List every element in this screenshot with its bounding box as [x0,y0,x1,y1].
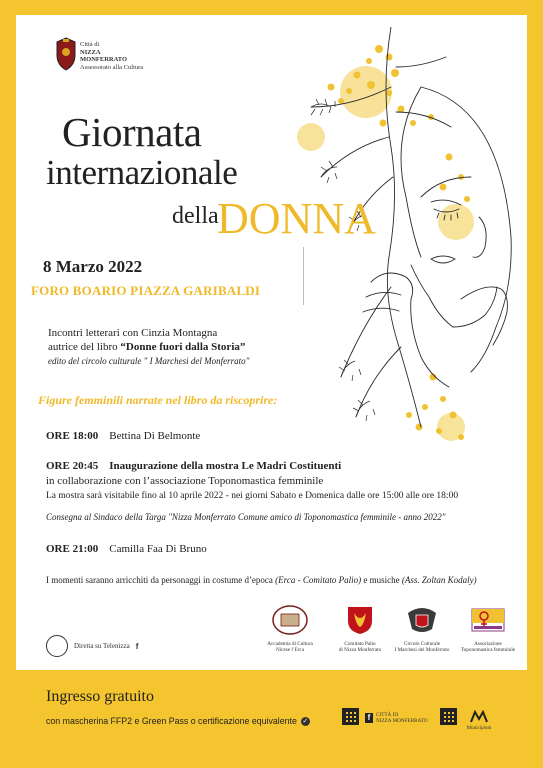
schedule-item-2: ORE 20:45 Inaugurazione della mostra Le Madri Costituenti [46,460,342,472]
schedule-item-2-targa: Consegna al Sindaco della Targa "Nizza Monferrato Comune amico di Toponomastica femminile - anno 2022" [46,512,446,522]
title-line2: internazionale [46,153,238,192]
event-date: 8 Marzo 2022 [43,257,143,276]
partner-marchesi: Circolo Culturale I Marchesi del Monferrato [388,605,456,654]
toponomastica-logo-icon [470,605,506,635]
free-entry-conditions: con mascherina FFP2 e Green Pass o certificazione equivalente ✓ [46,716,309,726]
telenizza-logo-icon [46,635,68,657]
poster-sheet [16,15,527,670]
divider [303,247,304,305]
intro-text: Incontri letterari con Cinzia Montagna autrice del libro “Donne fuori dalla Storia” edito del circolo culturale " I Marchesi del Monferrato" [48,327,250,366]
title-line3a: della [172,203,219,229]
check-icon: ✓ [302,717,309,725]
facebook-icon: f [365,713,373,723]
crest-icon [54,37,78,71]
free-entry-title: Ingresso gratuito [46,688,154,705]
schedule-item-3: ORE 21:00 Camilla Faa Di Bruno [46,543,207,555]
title-donna: DONNA [217,194,376,243]
schedule-item-2-hours: La mostra sarà visitabile fino al 10 aprile 2022 - nei giorni Sabato e Domenica dalle ore 15:00 alle ore 18:00 [46,491,459,501]
palio-logo-icon [342,605,378,635]
partner-palio: Comitato Palio di Nizza Monferrato [326,605,394,654]
partner-toponomastica: Associazione Toponomastica femminile [454,605,522,654]
qr-code-facebook [342,708,359,725]
facebook-icon: f [135,641,139,651]
city-name: Città di NIZZA MONFERRATO Assessorato alla Cultura [80,41,144,71]
qr-code-municipium [440,708,457,725]
facebook-page: f CITTÀ DI NIZZA MONFERRATO [365,712,428,724]
marchesi-logo-icon [404,605,440,635]
telenizza-live: Diretta su Telenizza f [46,635,138,657]
city-crest [54,37,78,76]
figures-heading: Figure femminili narrate nel libro da riscoprire: [38,393,278,407]
schedule-item-1: ORE 18:00 Bettina Di Belmonte [46,430,201,442]
woman-mimosa-illustration [271,27,527,467]
municipium-logo: Municipium [465,710,493,731]
event-place: FORO BOARIO PIAZZA GARIBALDI [31,283,261,298]
schedule-item-2-collab: in collaborazione con l’associazione Toponomastica femminile [46,475,324,487]
costumes-note: I momenti saranno arricchiti da personaggi in costume d’epoca (Erca - Comitato Palio) e musiche (Ass. Zoltan Kodaly) [46,575,477,585]
title-line1: Giornata [62,109,202,155]
erca-logo-icon [272,605,308,635]
partner-erca: Accademia di Cultura Nicese l’Erca [256,605,324,654]
municipium-icon [469,710,489,724]
